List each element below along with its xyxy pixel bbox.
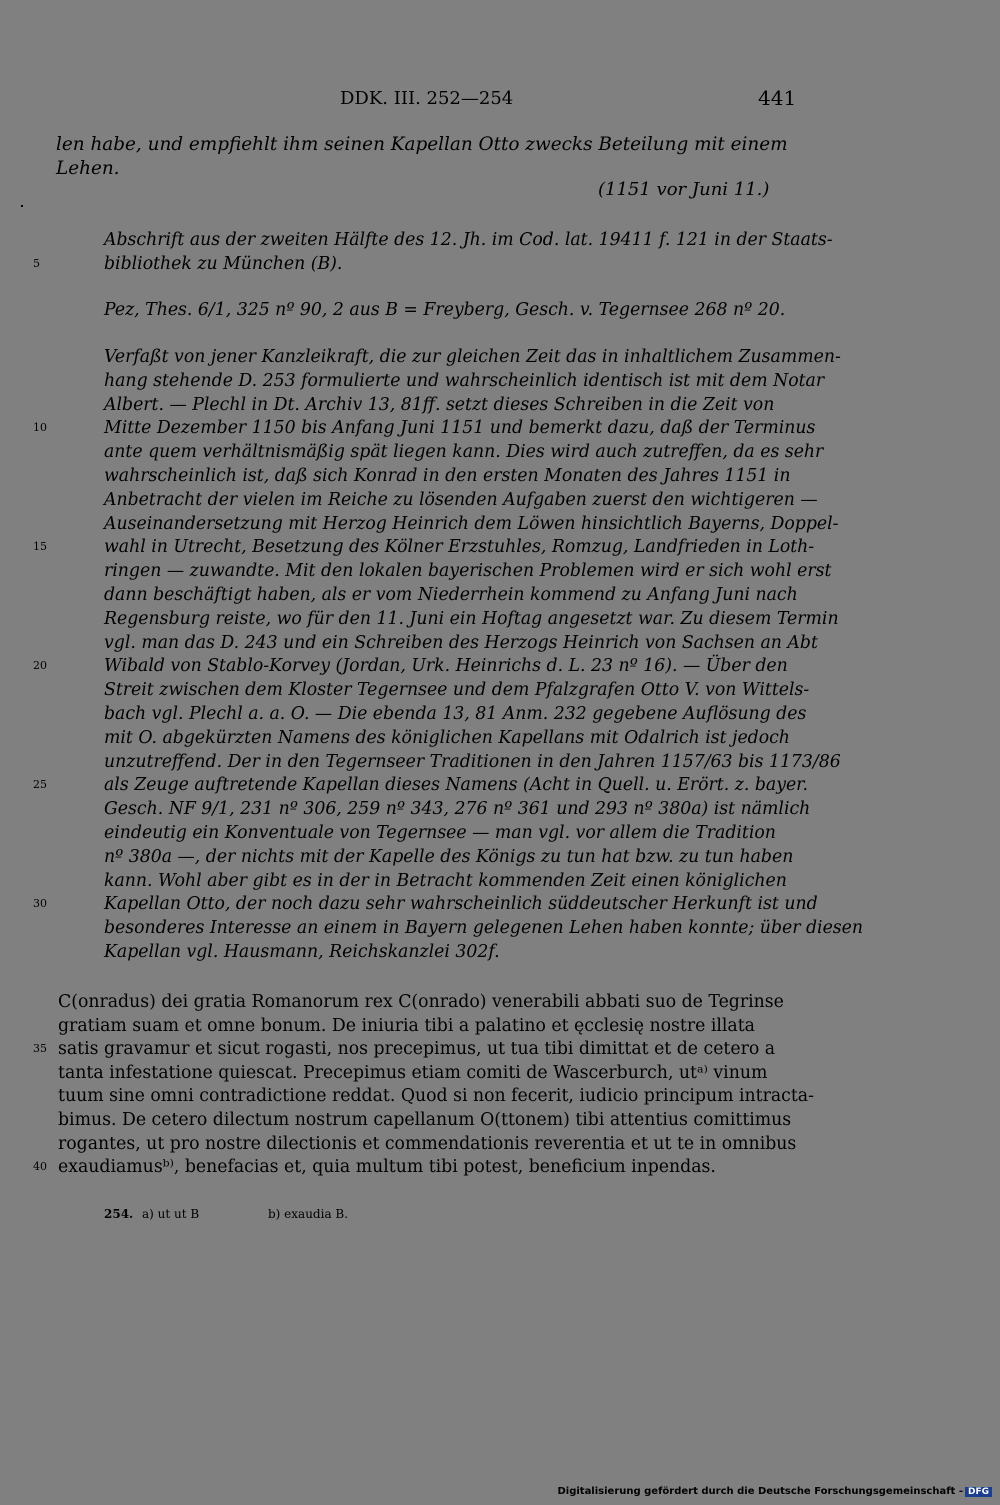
line-text: mit O. abgekürzten Namens des königlichen Kapellans mit Odalrich ist jedoch: [104, 727, 790, 748]
line-text: wahl in Utrecht, Besetzung des Kölner Erzstuhles, Romzug, Landfrieden in Loth-: [104, 537, 815, 558]
text-line: [0, 464, 1000, 488]
text-line: [0, 678, 1000, 702]
text-line: [0, 1132, 1000, 1156]
scan-mark: [21, 205, 23, 207]
line-text: Kapellan Otto, der noch dazu sehr wahrscheinlich süddeutscher Herkunft ist und: [104, 894, 818, 915]
line-text: hang stehende D. 253 formulierte und wahrscheinlich identisch ist mit dem Notar: [104, 370, 825, 391]
text-line: [0, 750, 1000, 774]
text-line: [0, 488, 1000, 512]
document-date: (1151 vor Juni 11.): [598, 179, 770, 200]
line-text: unzutreffend. Der in den Tegernseer Traditionen in den Jahren 1157/63 bis 1173/86: [104, 751, 841, 772]
source-line: Abschrift aus der zweiten Hälfte des 12. Jh. im Cod. lat. 19411 f. 121 in der Staats-: [104, 230, 833, 250]
line-text: ringen — zuwandte. Mit den lokalen bayerischen Problemen wird er sich wohl erst: [104, 561, 832, 582]
text-line: [0, 726, 1000, 750]
line-text: nº 380a —, der nichts mit der Kapelle des Königs zu tun hat bzw. zu tun haben: [104, 846, 794, 867]
text-line: [0, 990, 1000, 1014]
intro-line: Lehen.: [56, 158, 120, 179]
line-text: Mitte Dezember 1150 bis Anfang Juni 1151 und bemerkt dazu, daß der Terminus: [104, 418, 816, 439]
line-text: C(onradus) dei gratia Romanorum rex C(onrado) venerabili abbati suo de Tegrinse: [58, 992, 784, 1012]
line-text: Verfaßt von jener Kanzleikraft, die zur gleichen Zeit das in inhaltlichem Zusammen-: [104, 347, 841, 367]
line-text: gratiam suam et omne bonum. De iniuria tibi a palatino et ęcclesię nostre illata: [58, 1015, 755, 1036]
line-text: Regensburg reiste, wo für den 11. Juni ein Hoftag angesetzt war. Zu diesem Termin: [104, 608, 839, 629]
line-number: 20: [33, 659, 47, 673]
text-line: [0, 512, 1000, 536]
line-text: als Zeuge auftretende Kapellan dieses Namens (Acht in Quell. u. Erört. z. bayer.: [104, 775, 809, 796]
line-text: dann beschäftigt haben, als er vom Niederrhein kommend zu Anfang Juni nach: [104, 585, 798, 605]
footnote-doc-number: 254.: [104, 1207, 134, 1221]
line-text: Streit zwischen dem Kloster Tegernsee und dem Pfalzgrafen Otto V. von Wittels-: [104, 680, 810, 701]
text-line: [0, 1037, 1000, 1061]
footnotes: [0, 1202, 1000, 1226]
text-line: [0, 892, 1000, 916]
line-text: bach vgl. Plechl a. a. O. — Die ebenda 13, 81 Anm. 232 gegebene Auflösung des: [104, 704, 807, 724]
text-line: [0, 821, 1000, 845]
line-text: ante quem verhältnismäßig spät liegen kann. Dies wird auch zutreffen, da es sehr: [104, 442, 824, 463]
text-line: [0, 1108, 1000, 1132]
text-line: [0, 535, 1000, 559]
dfg-logo: DFG: [965, 1487, 992, 1497]
line-text: Albert. — Plechl in Dt. Archiv 13, 81ff. setzt dieses Schreiben in die Zeit von: [104, 394, 775, 415]
line-text: tuum sine omni contradictione reddat. Quod si non fecerit, iudicio principum intracta-: [58, 1086, 814, 1107]
text-line: [0, 393, 1000, 417]
line-text: satis gravamur et sicut rogasti, nos precepimus, ut tua tibi dimittat et de cetero a: [58, 1039, 776, 1060]
line-text: tanta infestatione quiescat. Precepimus etiam comiti de Wascerburch, utᵃ⁾ vinum: [58, 1062, 768, 1083]
line-text: wahrscheinlich ist, daß sich Konrad in den ersten Monaten des Jahres 1151 in: [104, 466, 791, 486]
line-text: Wibald von Stablo-Korvey (Jordan, Urk. Heinrichs d. L. 23 nº 16). — Über den: [104, 656, 788, 677]
text-line: [0, 845, 1000, 869]
text-line: [0, 440, 1000, 464]
line-text: bimus. De cetero dilectum nostrum capellanum O(ttonem) tibi attentius comittimus: [58, 1110, 792, 1130]
intro-line: len habe, und empfiehlt ihm seinen Kapellan Otto zwecks Beteilung mit einem: [56, 134, 788, 155]
line-number: 30: [33, 897, 47, 911]
line-number: 10: [33, 421, 47, 435]
text-line: [0, 1061, 1000, 1085]
edition-line: Pez, Thes. 6/1, 325 nº 90, 2 aus B = Freyberg, Gesch. v. Tegernsee 268 nº 20.: [104, 300, 786, 320]
line-number: 15: [33, 540, 47, 554]
line-text: Anbetracht der vielen im Reiche zu lösenden Aufgaben zuerst den wichtigeren —: [104, 489, 818, 510]
text-line: [0, 631, 1000, 655]
footnote-a: a) ut ut B: [142, 1207, 200, 1221]
text-line: [0, 702, 1000, 726]
line-text: kann. Wohl aber gibt es in der in Betracht kommenden Zeit einen königlichen: [104, 870, 787, 891]
line-text: eindeutig ein Konventuale von Tegernsee — man vgl. vor allem die Tradition: [104, 823, 776, 843]
text-line: [0, 559, 1000, 583]
text-line: [0, 1155, 1000, 1179]
page-number: 441: [758, 86, 797, 110]
text-line: [0, 940, 1000, 964]
line-text: besonderes Interesse an einem in Bayern gelegenen Lehen haben konnte; über diesen: [104, 918, 864, 939]
text-line: [0, 1014, 1000, 1038]
text-line: [0, 345, 1000, 369]
line-number: 25: [33, 778, 47, 792]
text-line: [0, 773, 1000, 797]
running-title: DDK. III. 252—254: [340, 88, 514, 109]
text-line: [0, 583, 1000, 607]
line-text: Auseinandersetzung mit Herzog Heinrich dem Löwen hinsichtlich Bayerns, Doppel-: [104, 513, 839, 534]
line-text: Kapellan vgl. Hausmann, Reichskanzlei 302f.: [104, 942, 500, 962]
line-text: Gesch. NF 9/1, 231 nº 306, 259 nº 343, 276 nº 361 und 293 nº 380a) ist nämlich: [104, 799, 811, 820]
text-line: [0, 916, 1000, 940]
text-line: [0, 797, 1000, 821]
footnote-b: b) exaudia B.: [268, 1207, 349, 1221]
line-text: rogantes, ut pro nostre dilectionis et commendationis reverentia et ut te in omnibus: [58, 1133, 797, 1154]
text-line: [0, 369, 1000, 393]
text-line: [0, 654, 1000, 678]
digitization-credit: Digitalisierung gefördert durch die Deutsche Forschungsgemeinschaft - DFG: [557, 1486, 992, 1497]
line-number: 40: [33, 1160, 47, 1174]
text-line: [0, 869, 1000, 893]
line-text: vgl. man das D. 243 und ein Schreiben des Herzogs Heinrich von Sachsen an Abt: [104, 632, 818, 653]
line-text: exaudiamusᵇ⁾, benefacias et, quia multum tibi potest, beneficium inpendas.: [58, 1157, 716, 1178]
text-line: [0, 607, 1000, 631]
source-line: 5 bibliothek zu München (B).: [33, 254, 343, 274]
line-number: 35: [33, 1042, 47, 1056]
text-line: [0, 416, 1000, 440]
text-line: [0, 1084, 1000, 1108]
